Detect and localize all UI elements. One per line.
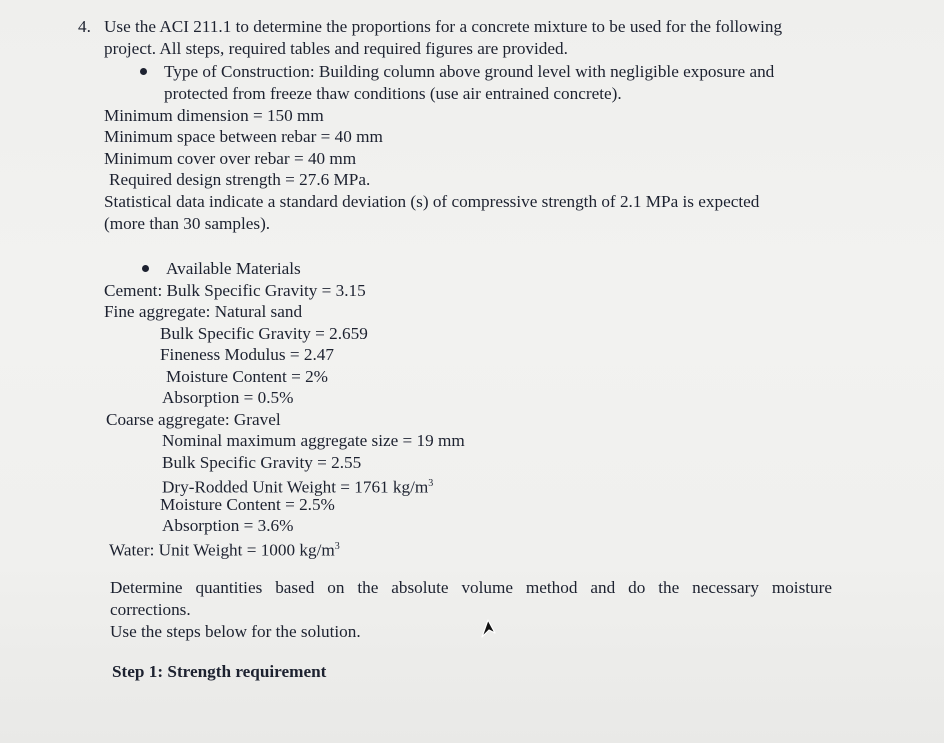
instructions-line-3: Use the steps below for the solution. [110,622,361,641]
min-dimension: Minimum dimension = 150 mm [104,106,324,125]
problem-number: 4. [78,17,91,36]
step-1-heading: Step 1: Strength requirement [112,662,327,681]
druw-exponent: 3 [428,478,434,489]
coarse-aggregate-heading: Coarse aggregate: Gravel [106,410,281,429]
min-cover: Minimum cover over rebar = 40 mm [104,149,357,168]
materials-heading: Available Materials [166,259,301,278]
water-text: Water: Unit Weight = 1000 kg/m [109,540,335,560]
bullet-icon [142,265,149,272]
bullet-icon [140,68,147,75]
fine-aggregate-heading: Fine aggregate: Natural sand [104,302,303,321]
coarse-nominal-size: Nominal maximum aggregate size = 19 mm [162,431,465,450]
fine-bulk-specific-gravity: Bulk Specific Gravity = 2.659 [160,324,368,343]
fine-absorption: Absorption = 0.5% [162,388,294,407]
fine-moisture-content: Moisture Content = 2% [166,367,328,386]
design-strength: Required design strength = 27.6 MPa. [109,170,371,189]
construction-line-2: protected from freeze thaw conditions (use air entrained concrete). [164,84,622,103]
intro-line-2: project. All steps, required tables and required figures are provided. [104,39,568,58]
coarse-moisture-content: Moisture Content = 2.5% [160,495,335,514]
water-exponent: 3 [334,541,340,552]
instructions-line-2: corrections. [110,600,191,619]
coarse-absorption: Absorption = 3.6% [162,516,294,535]
instructions-line-1: Determine quantities based on the absolute volume method and do the necessary moisture [110,578,832,597]
statistical-line-1: Statistical data indicate a standard deviation (s) of compressive strength of 2.1 MPa is expected [104,192,760,211]
coarse-bulk-specific-gravity: Bulk Specific Gravity = 2.55 [162,453,362,472]
water-unit-weight [109,536,340,561]
druw-text: Dry-Rodded Unit Weight = 1761 kg/m [162,477,429,497]
min-space-rebar: Minimum space between rebar = 40 mm [104,127,383,146]
cement-spec: Cement: Bulk Specific Gravity = 3.15 [104,281,366,300]
fine-fineness-modulus: Fineness Modulus = 2.47 [160,345,334,364]
intro-line-1: Use the ACI 211.1 to determine the proportions for a concrete mixture to be used for the following [104,17,783,36]
mouse-cursor-icon [479,616,499,640]
statistical-line-2: (more than 30 samples). [104,214,271,233]
construction-line-1: Type of Construction: Building column above ground level with negligible exposure and [164,62,775,81]
